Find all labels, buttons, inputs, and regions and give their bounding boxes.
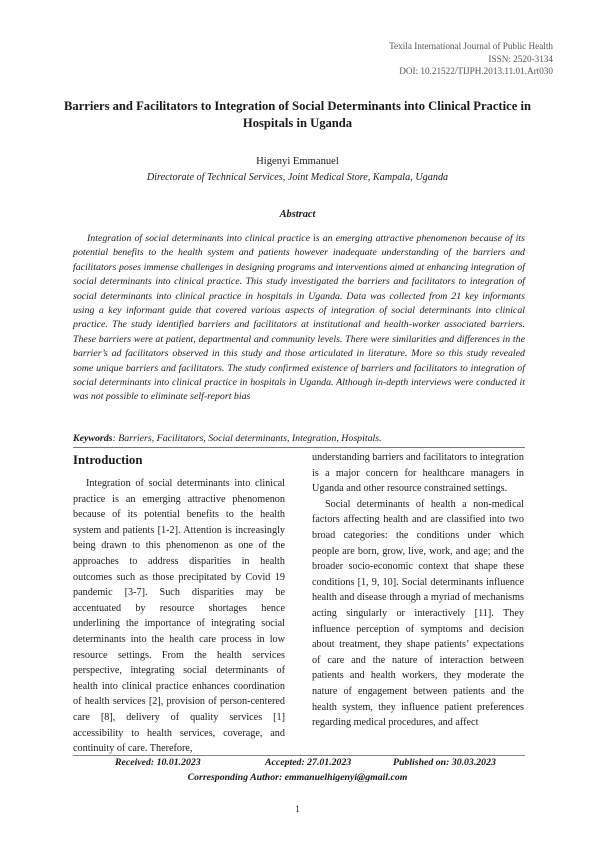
article-affiliation: Directorate of Technical Services, Joint Medical Store, Kampala, Uganda <box>146 172 449 183</box>
journal-header <box>389 40 553 78</box>
intro-paragraph-continued: understanding barriers and facilitators to integration is a major concern for healthcare managers in Uganda and other resource constrained settings. <box>312 452 524 495</box>
journal-doi: DOI: 10.21522/TIJPH.2013.11.01.Art030 <box>399 66 553 77</box>
right-column <box>312 450 524 731</box>
intro-paragraph-2: Social determinants of health a non-medical factors affecting health and are classified into two broad categories: the conditions under which people are born, grow, live, work, and age; and the broader socio-economic context that shape these conditions [1, 9, 10]. Social determinants influence health and disease through a myriad of mechanisms acting singularly or interactively [11]. They influence perception of symptoms and decision about treatment, they shape patients’ expectations of care and the nature of interaction between patients and health workers, they moderate the nature of engagement between patients and the health system, they influence patient preferences regarding medical procedures, and affect <box>312 498 524 729</box>
article-title: Barriers and Facilitators to Integration of Social Determinants into Clinical Practice in Hospitals in Uganda <box>64 99 531 130</box>
journal-issn: ISSN: 2520-3134 <box>488 53 553 64</box>
article-dates <box>115 757 496 768</box>
page-number: 1 <box>295 804 300 814</box>
corresponding-author: Corresponding Author: emmanuelhigenyi@gmail.com <box>187 772 408 783</box>
section-heading-introduction: Introduction <box>73 453 143 467</box>
received-date: Received: 10.01.2023 <box>115 757 201 768</box>
keywords-label: Keywords <box>73 433 113 444</box>
accepted-date: Accepted: 27.01.2023 <box>265 757 352 768</box>
abstract-text: Integration of social determinants into clinical practice is an emerging attractive phenomenon because of its potential benefits to the health system and patients however inadequate understanding of the barriers and facilitators poses immense challenges in designing programs and interventions aimed at enhancing integration of social determinants into clinical practice. This study investigated the barriers and facilitators to integration of social determinants into clinical practice in hospitals in Uganda. Data was collected from 21 key informants using a key informant guide that covered various aspects of integration of social determinants into clinical practice. The study identified barriers and facilitators at institutional and health-worker associated barriers. These barriers were at patient, departmental and community levels. There were similarities and differences in the barrier’s ad facilitators observed in this study and those articulated in literature. More so this study revealed some unique barriers and facilitators. The study confirmed existence of barriers and facilitators to integration of social determinants into clinical practice in hospitals in Uganda. Although in-depth interviews were conducted it was not possible to eliminate self-report bias <box>73 233 525 403</box>
published-date: Published on: 30.03.2023 <box>393 757 496 768</box>
journal-name: Texila International Journal of Public Health <box>389 41 553 51</box>
left-column <box>73 450 285 757</box>
keywords-line <box>73 432 525 446</box>
footer-divider <box>73 755 525 756</box>
keywords-text: : Barriers, Facilitators, Social determinants, Integration, Hospitals. <box>112 433 382 444</box>
keywords-divider <box>73 447 525 448</box>
intro-paragraph-1: Integration of social determinants into clinical practice is an emerging attractive phenomenon because of its potential benefits to the health system and patients [1-2]. Attention is increasingly being drawn to this phenomenon as one of the approaches to address disparities in health outcomes such as those precipitated by Covid 19 pandemic [3-7]. Such disparities may be accentuated by resource shortages hence underlining the importance of integrating social determinants into the health care process in low resource settings. From the health services perspective, integrating social determinants of health into clinical practice enhances coordination of health services [2], provision of person-centered care [8], delivery of quality services [1] accessibility to health services, coverage, and continuity of care. Therefore, <box>73 478 285 755</box>
article-author: Higenyi Emmanuel <box>256 156 339 167</box>
abstract-heading: Abstract <box>279 209 316 220</box>
